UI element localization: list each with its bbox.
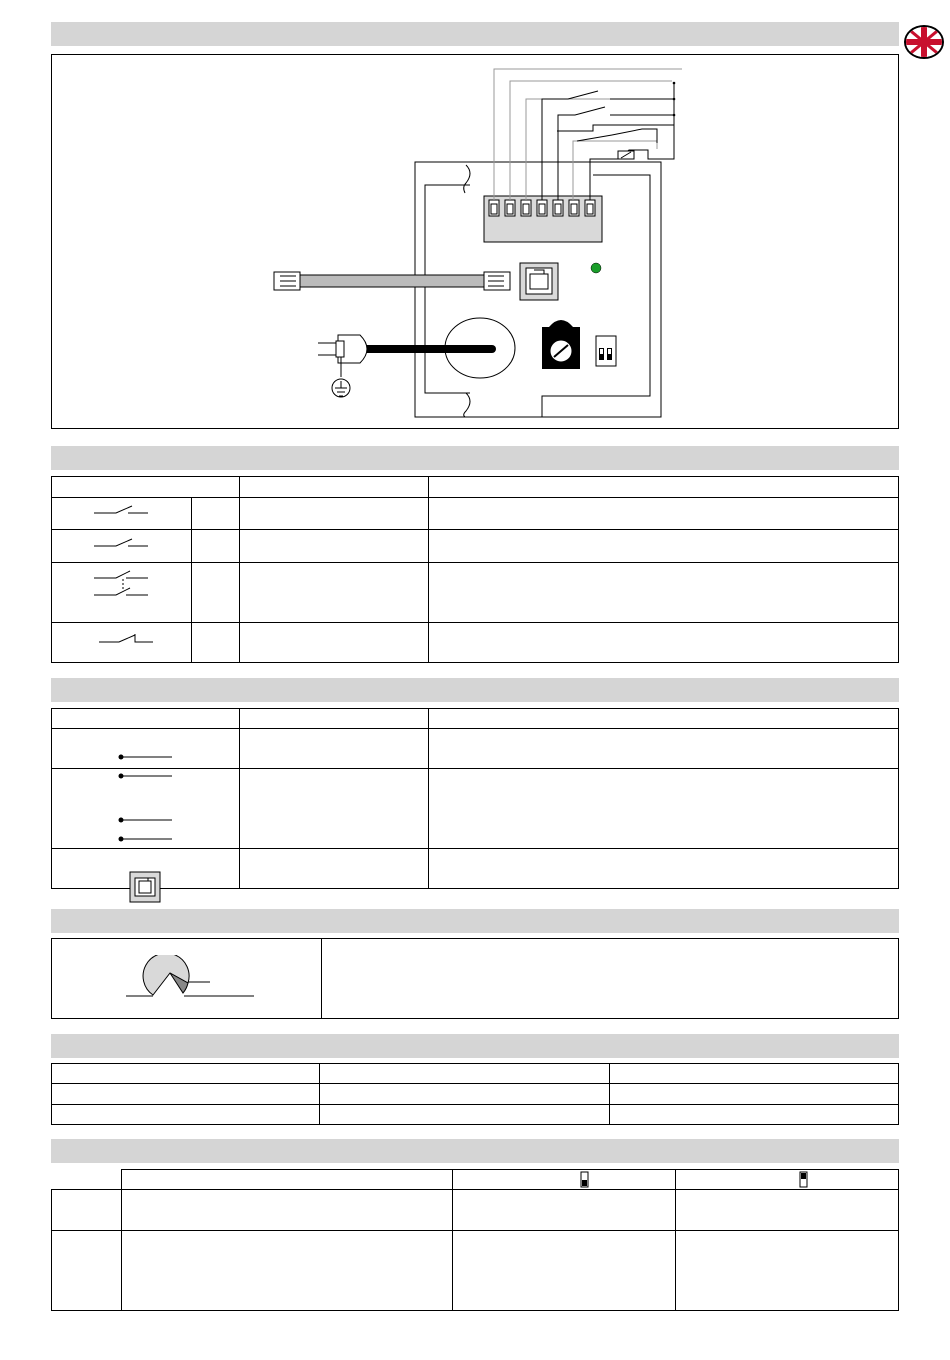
connections-table: [51, 708, 899, 889]
specs-col-sep: [319, 1063, 320, 1125]
row-sep: [51, 1104, 899, 1105]
connections-col-sep: [239, 708, 240, 889]
dip-table: [51, 1189, 899, 1311]
contacts-col-sep: [239, 476, 240, 663]
contacts-col-sep: [191, 497, 192, 662]
row-sep: [51, 497, 899, 498]
double-contact-icon: [90, 567, 154, 601]
dip-switch-off-icon: [580, 1171, 590, 1189]
section-header-contacts: [51, 446, 899, 470]
row-sep: [51, 1230, 899, 1231]
contacts-col-sep: [428, 476, 429, 663]
trimmer-col-sep: [321, 938, 322, 1019]
section-header-connections: [51, 678, 899, 702]
dip-table-header: [121, 1169, 899, 1190]
specs-table: [51, 1063, 899, 1125]
normally-open-contact-icon: [90, 501, 154, 523]
contacts-table: [51, 476, 899, 663]
specs-col-sep: [609, 1063, 610, 1125]
row-sep: [51, 728, 899, 729]
row-sep: [51, 768, 899, 769]
dip-col-sep: [121, 1189, 122, 1311]
normally-open-contact-icon: [90, 534, 154, 556]
terminal-icon: [114, 832, 176, 846]
normally-closed-contact-icon: [95, 628, 159, 650]
wiring-diagram-panel: [51, 54, 899, 429]
row-sep: [51, 1083, 899, 1084]
wiring-diagram: [52, 55, 898, 428]
dip-col-sep: [675, 1169, 676, 1311]
row-sep: [51, 562, 899, 563]
connections-col-sep: [428, 708, 429, 889]
dip-col-sep: [452, 1169, 453, 1311]
row-sep: [51, 848, 899, 849]
section-header-wiring: [51, 22, 899, 46]
section-header-dip: [51, 1139, 899, 1163]
terminal-icon: [114, 750, 176, 764]
rj-socket-icon: [129, 871, 163, 905]
section-header-trimmer: [51, 909, 899, 933]
trimmer-adjustment-icon: [122, 955, 258, 1003]
uk-flag-icon: [904, 25, 944, 59]
row-sep: [51, 622, 899, 623]
section-header-specs: [51, 1034, 899, 1058]
terminal-icon: [114, 769, 176, 783]
terminal-icon: [114, 813, 176, 827]
dip-switch-on-icon: [799, 1171, 809, 1189]
row-sep: [51, 529, 899, 530]
